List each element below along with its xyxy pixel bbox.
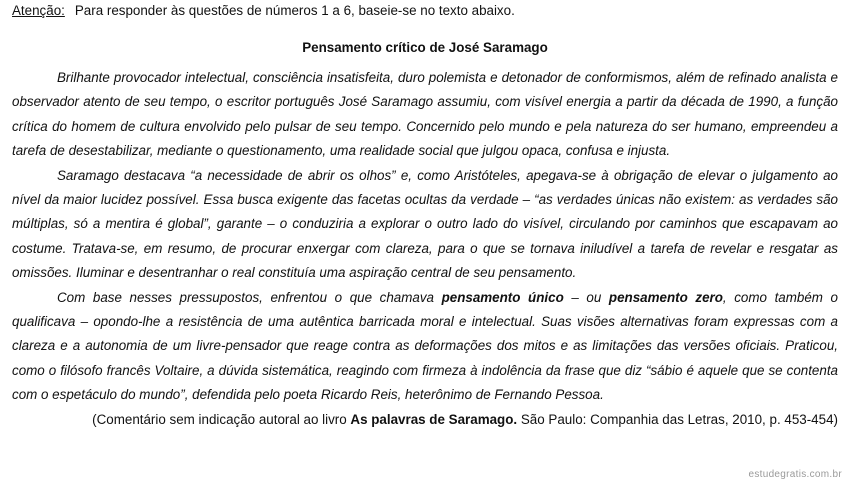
attention-label: Atenção: [12,3,65,18]
paragraph-2: Saramago destacava “a necessidade de abrir os olhos” e, como Aristóteles, apegava-se à obrigação de elevar o julgamento ao nível da maior lucidez possível. Essa busca exigente das facetas ocultas da verdade – “as verdades únicas não existem: as verdades são múltiplas, só a mentira é global”, garante – o conduziria a explorar o outro lado do visível, circulando por caminhos que escapavam ao costume. Tratava-se, em resumo, de procurar enxergar com clareza, para o que se tornava iniludível a tarefa de revelar e resgatar as omissões. Iluminar e desentranhar o real constituía uma aspiração central de seu pensamento. [12,167,838,281]
attention-text: Para responder às questões de números 1 a 6, baseie-se no texto abaixo. [74,3,515,18]
attention-note [12,3,838,19]
paragraph-1: Brilhante provocador intelectual, consciência insatisfeita, duro polemista e detonador de conformismos, além de refinado analista e observador atento de seu tempo, o escritor português José Saramago assumiu, com visível energia a partir da década de 1990, a função crítica do homem de cultura envolvido pelo pulsar de seu tempo. Concernido pelo mundo e pela natureza do ser humano, empreendeu a tarefa de desestabilizar, mediante o questionamento, uma realidade social que julgou opaca, confusa e injusta. [12,70,838,159]
paragraph-3-part-3: , como também o qualificava – opondo-lhe a resistência de uma autêntica barricada moral e intelectual. Suas visões alternativas foram expressas com a clareza e a autonomia de um livre-pensador que reage contra as deformações dos mitos e as limitações das versões oficiais. Praticou, como o filósofo francês Voltaire, a dúvida sistemática, reagindo com firmeza à indolência da frase que diz “sábio é aquele que se contenta com o espetáculo do mundo”, defendida pelo poeta Ricardo Reis, heterônimo de Fernando Pessoa. [12,289,838,403]
paragraph-3 [12,286,838,408]
paragraph-3-part-1: Com base nesses pressupostos, enfrentou o que chamava [57,289,442,305]
term-pensamento-zero: pensamento zero [608,289,723,305]
source-prefix: (Comentário sem indicação autoral ao livro [92,411,351,427]
watermark: estudegratis.com.br [748,469,842,480]
term-pensamento-unico: pensamento único [441,289,564,305]
text-title: Pensamento crítico de José Saramago [302,40,548,55]
source-book-title: As palavras de Saramago. [350,411,518,427]
paragraph-3-part-2: – ou [563,289,609,305]
source-citation [12,408,838,431]
document-page [12,0,838,431]
source-suffix: São Paulo: Companhia das Letras, 2010, p. 453-454) [517,411,838,427]
